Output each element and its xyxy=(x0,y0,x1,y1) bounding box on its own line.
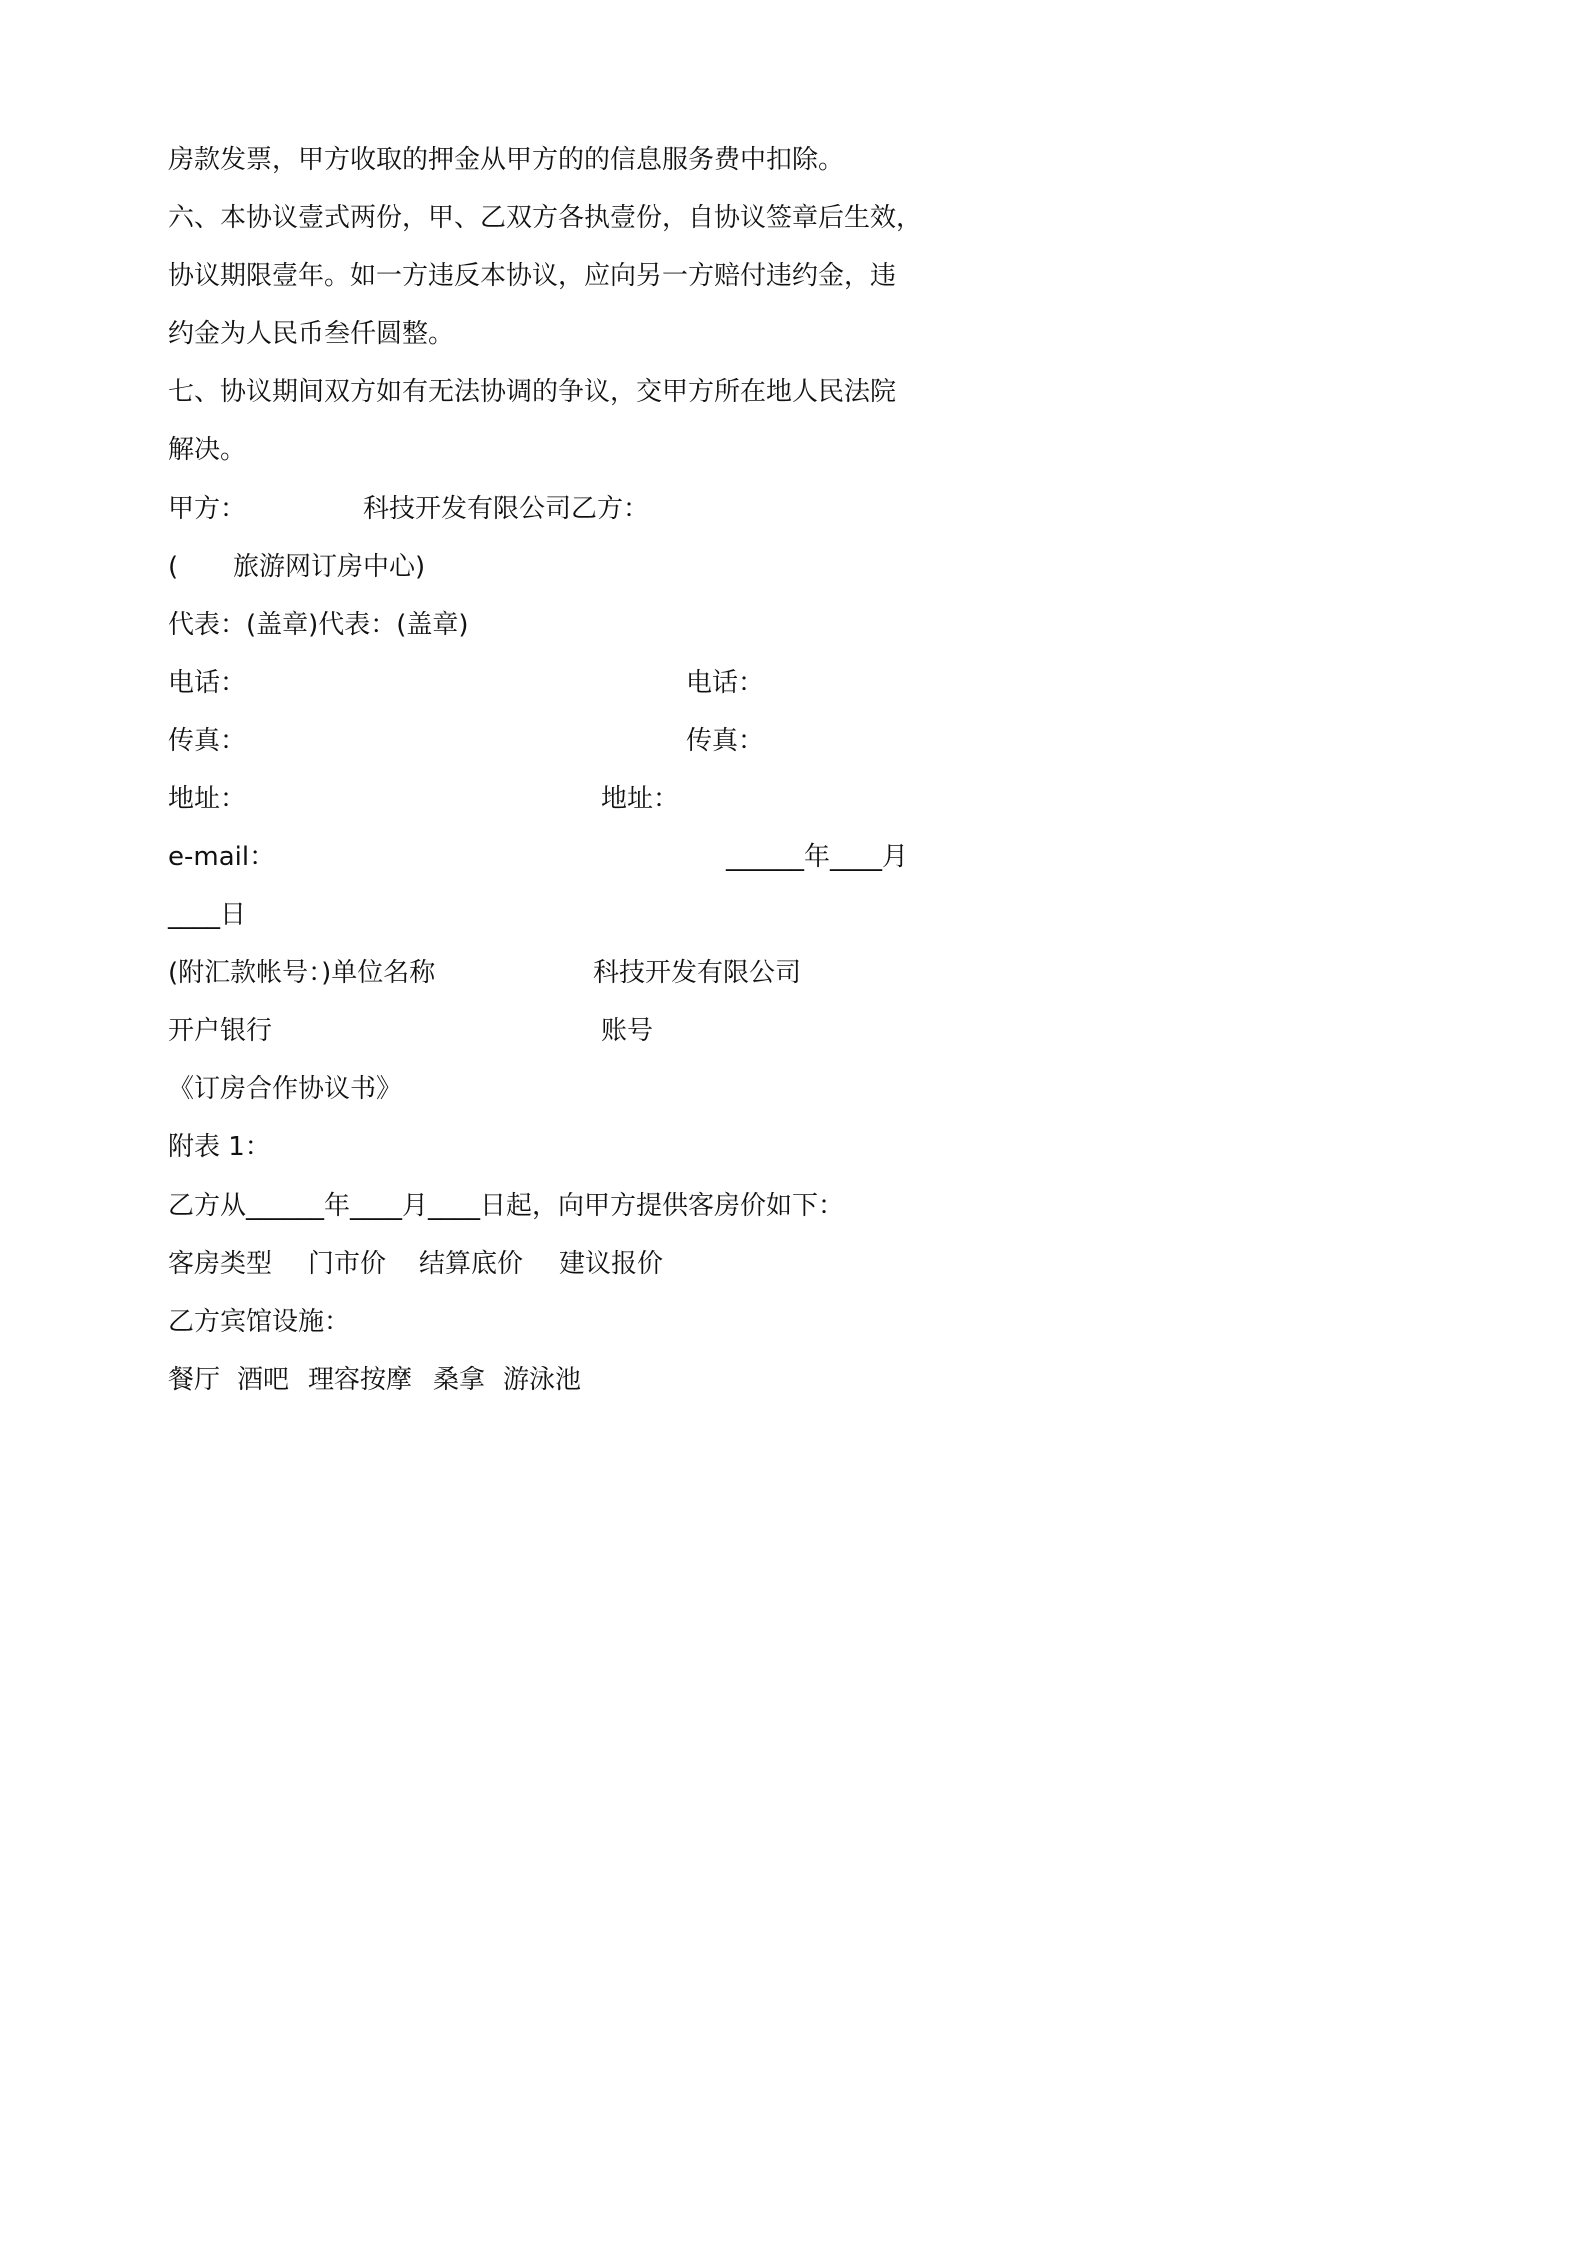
facilities-label-line xyxy=(0,1302,1105,1342)
phone-line xyxy=(0,663,1105,703)
representatives-line xyxy=(0,605,1105,645)
clause-six-line-3 xyxy=(0,314,1105,354)
party-b-line xyxy=(0,547,1105,587)
parties-line xyxy=(0,489,1105,529)
remittance-company: 科技开发有限公司 xyxy=(593,958,802,988)
table-label: 附表 1： xyxy=(168,1132,271,1162)
fax-b-label: 传真： xyxy=(686,726,765,756)
facility-item: 餐厅 xyxy=(168,1365,221,1395)
date-day: ____日 xyxy=(168,900,247,930)
paragraph-text: 协议期限壹年。如一方违反本协议，应向另一方赔付违约金，违 xyxy=(168,261,897,291)
party-b-name: 旅游网订房中心) xyxy=(233,552,426,582)
date-day-line xyxy=(0,895,1105,935)
account-label: 账号 xyxy=(601,1016,654,1046)
attachment-title-line xyxy=(0,1069,1105,1109)
paragraph-text: 六、本协议壹式两份，甲、乙双方各执壹份，自协议签章后生效， xyxy=(168,203,923,233)
bank-line xyxy=(0,1011,1105,1051)
offer-line xyxy=(0,1186,1105,1226)
room-column-header: 客房类型 xyxy=(168,1249,273,1279)
party-a-label: 甲方： xyxy=(168,494,247,524)
paragraph-text: 解决。 xyxy=(168,435,247,465)
representatives-text: 代表：(盖章)代表：(盖章) xyxy=(168,610,469,640)
room-column-header: 门市价 xyxy=(308,1249,387,1279)
room-columns-line xyxy=(0,1244,1105,1284)
paragraph-text: 房款发票，甲方收取的押金从甲方的的信息服务费中扣除。 xyxy=(168,145,845,175)
facility-item: 酒吧 xyxy=(237,1365,290,1395)
facilities-list-line xyxy=(0,1360,1105,1400)
address-line xyxy=(0,779,1105,819)
fax-line xyxy=(0,721,1105,761)
room-column-header: 结算底价 xyxy=(419,1249,524,1279)
paragraph-text: 约金为人民币叁仟圆整。 xyxy=(168,319,455,349)
address-a-label: 地址： xyxy=(168,784,247,814)
facility-item: 游泳池 xyxy=(503,1365,582,1395)
room-column-header: 建议报价 xyxy=(559,1249,664,1279)
phone-a-label: 电话： xyxy=(168,668,247,698)
attachment-title: 《订房合作协议书》 xyxy=(168,1074,403,1104)
document-page xyxy=(0,0,1105,1563)
remittance-label: (附汇款帐号：)单位名称 xyxy=(168,958,436,988)
phone-b-label: 电话： xyxy=(686,668,765,698)
email-date-line xyxy=(0,837,1105,877)
facilities-label: 乙方宾馆设施： xyxy=(168,1307,351,1337)
table-label-line xyxy=(0,1127,1105,1167)
paragraph-deposit-deduction xyxy=(0,140,1105,180)
clause-seven-line-2 xyxy=(0,430,1105,470)
offer-sentence: 乙方从______年____月____日起，向甲方提供客房价如下： xyxy=(168,1191,845,1221)
fax-a-label: 传真： xyxy=(168,726,247,756)
facility-item: 桑拿 xyxy=(433,1365,486,1395)
party-b-paren: ( xyxy=(168,552,179,582)
clause-six-line-2 xyxy=(0,256,1105,296)
address-b-label: 地址： xyxy=(601,784,680,814)
clause-seven-line-1 xyxy=(0,372,1105,412)
facility-item: 理容按摩 xyxy=(308,1365,413,1395)
remittance-line xyxy=(0,953,1105,993)
bank-label: 开户银行 xyxy=(168,1016,273,1046)
email-label: e-mail： xyxy=(168,842,276,872)
party-a-company: 科技开发有限公司乙方： xyxy=(363,494,650,524)
clause-six-line-1 xyxy=(0,198,1105,238)
date-year-month: ______年____月 xyxy=(726,842,909,872)
paragraph-text: 七、协议期间双方如有无法协调的争议，交甲方所在地人民法院 xyxy=(168,377,897,407)
